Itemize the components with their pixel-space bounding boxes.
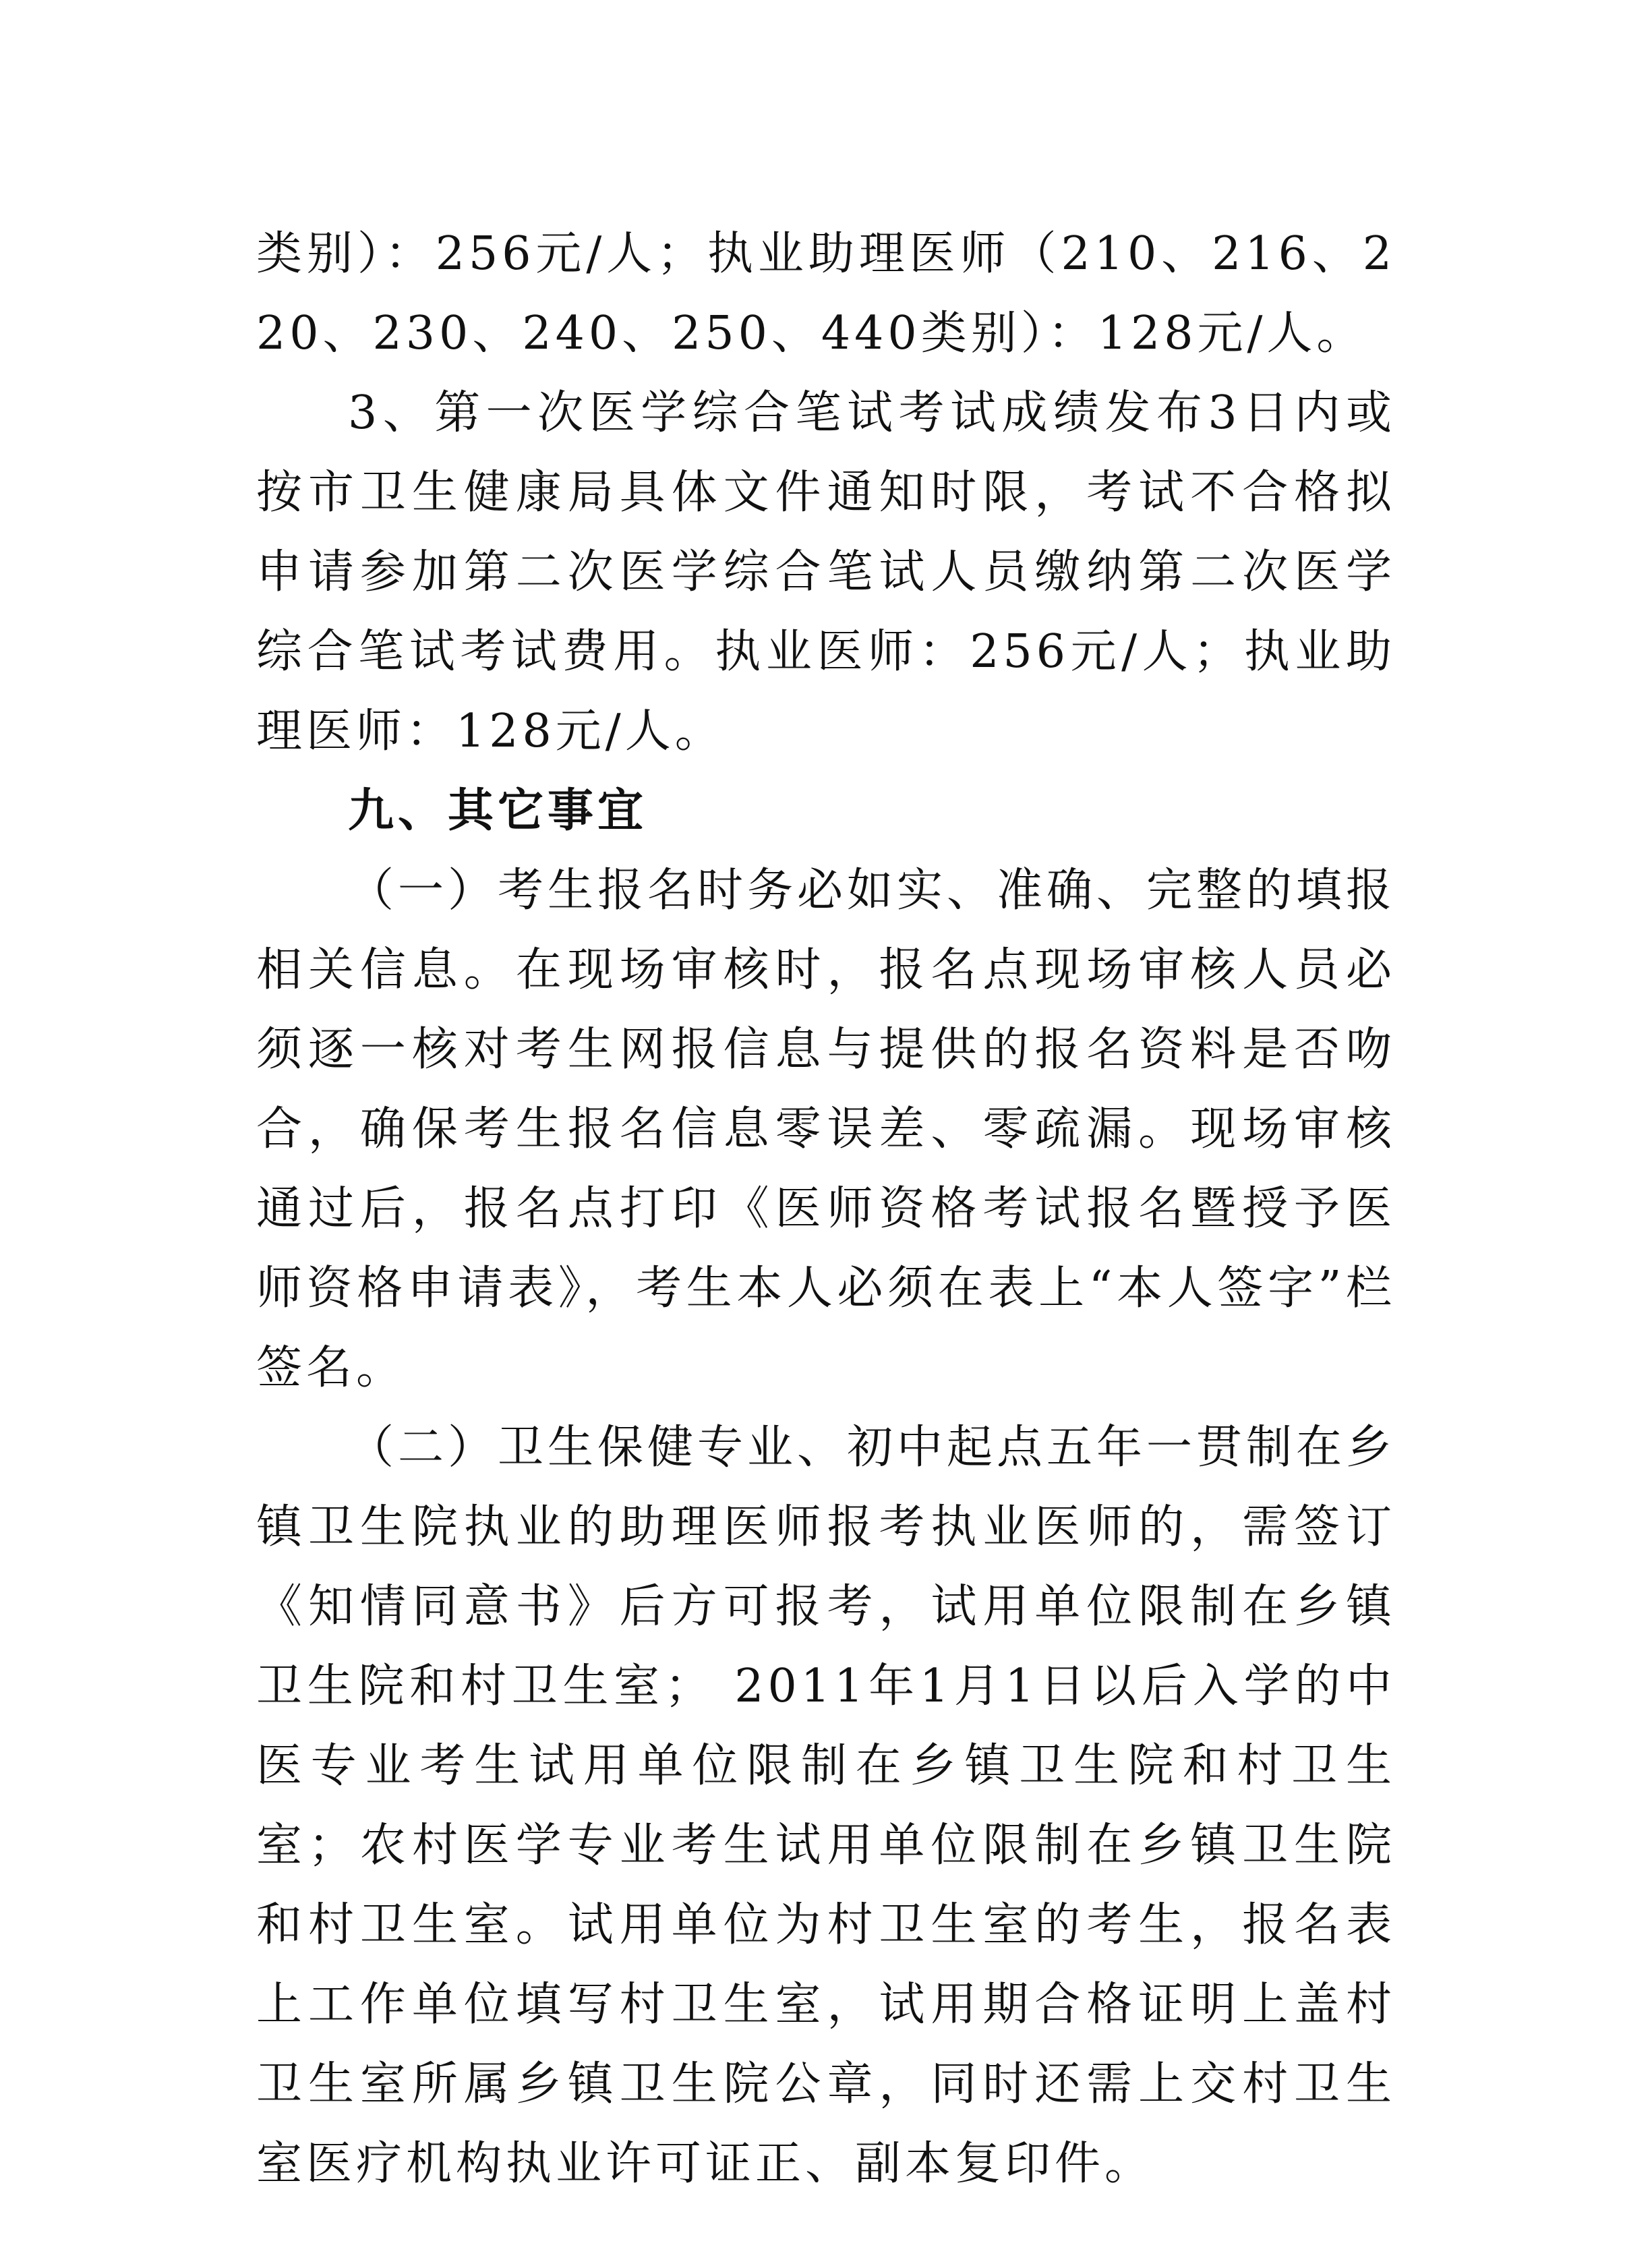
section-heading-other-matters: 九、其它事宜 xyxy=(348,784,648,838)
registration-info-paragraph: （一）考生报名时务必如实、准确、完整的填报相关信息。在现场审核时，报名点现场审核人员必须逐一核对考生网报信息与提供的报名资料是否吻合，确保考生报名信息零误差、零疏漏。现场审核通过后，报名点打印《医师资格考试报名暨授予医师资格申请表》，考生本人必须在表上“本人签字”栏签名。 xyxy=(256,864,1396,1395)
document-body xyxy=(256,214,1396,2204)
fee-continuation-paragraph: 类别）：256元/人；执业助理医师（210、216、220、230、240、250、440类别）：128元/人。 xyxy=(256,227,1396,360)
trial-unit-paragraph: （二）卫生保健专业、初中起点五年一贯制在乡镇卫生院执业的助理医师报考执业医师的，需签订《知情同意书》后方可报考，试用单位限制在乡镇卫生院和村卫生室； 2011年1月1日以后入学的中医专业考生试用单位限制在乡镇卫生院和村卫生室；农村医学专业考生试用单位限制在乡镇卫生院和村卫生室。试用单位为村卫生室的考生，报名表上工作单位填写村卫生室，试用期合格证明上盖村卫生室所属乡镇卫生院公章，同时还需上交村卫生室医疗机构执业许可证正、副本复印件。 xyxy=(256,1421,1396,2190)
second-exam-fee-paragraph: 3、第一次医学综合笔试考试成绩发布3日内或按市卫生健康局具体文件通知时限，考试不合格拟申请参加第二次医学综合笔试人员缴纳第二次医学综合笔试考试费用。执业医师：256元/人；执业助理医师：128元/人。 xyxy=(256,386,1396,758)
